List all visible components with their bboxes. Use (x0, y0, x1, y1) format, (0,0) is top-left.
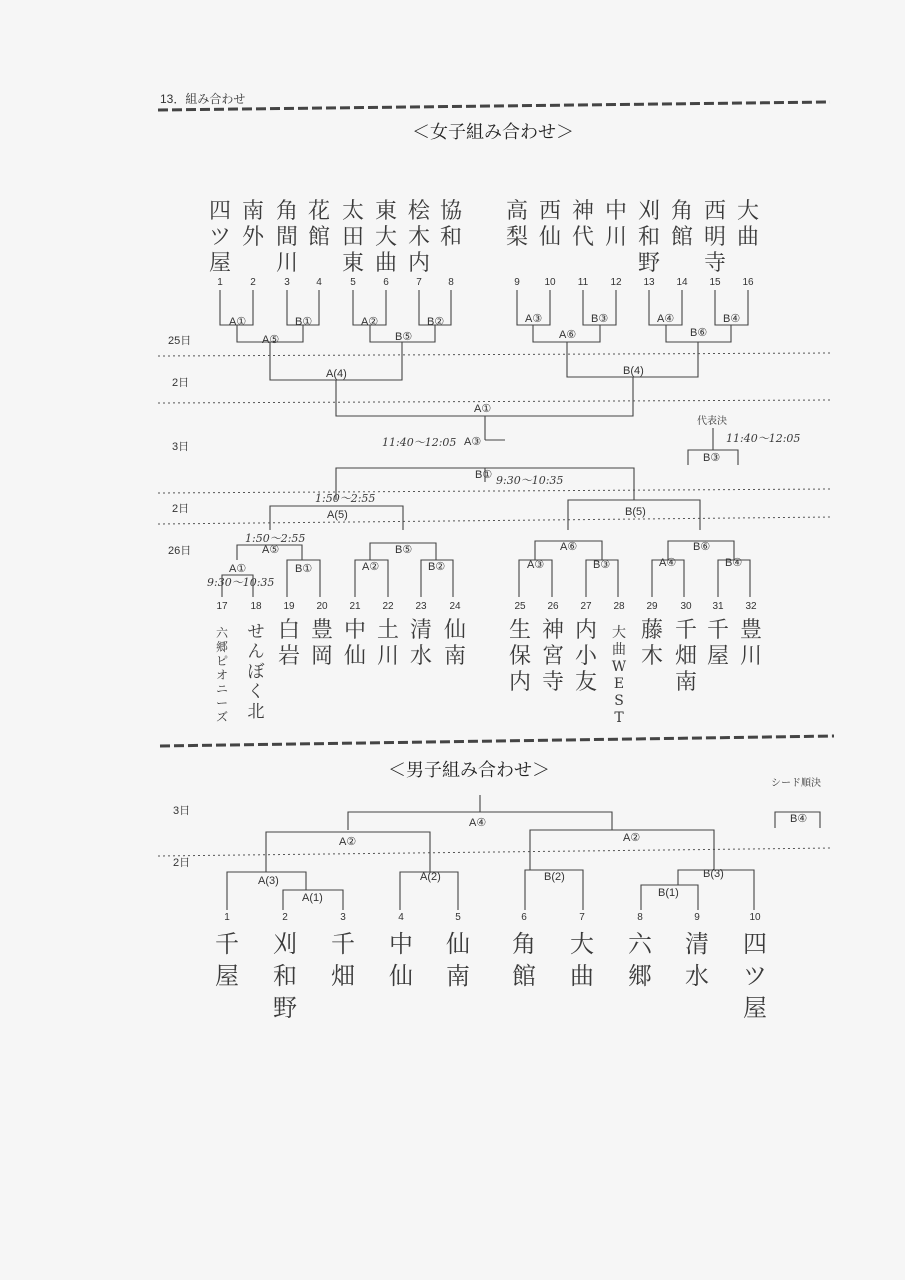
svg-text:B④: B④ (725, 557, 743, 569)
men-seed-8: 8 (637, 912, 643, 923)
women-bottom-seed-22: 22 (382, 601, 394, 612)
svg-text:A③: A③ (464, 436, 482, 448)
svg-text:A⑥: A⑥ (559, 329, 577, 341)
women-bottom-team-25: 生保内 (508, 618, 532, 695)
svg-text:A(1): A(1) (302, 892, 323, 904)
svg-text:B(4): B(4) (623, 365, 644, 377)
svg-text:B(2): B(2) (544, 871, 565, 883)
women-top-seed-10: 10 (544, 277, 556, 288)
women-top-seed-7: 7 (416, 277, 422, 288)
svg-text:B⑤: B⑤ (395, 331, 413, 343)
svg-text:A(5): A(5) (327, 509, 348, 521)
women-bottom-seed-28: 28 (613, 601, 625, 612)
women-bottom-seed-27: 27 (580, 601, 592, 612)
svg-text:A①: A① (474, 403, 492, 415)
svg-text:A②: A② (362, 561, 380, 573)
women-top-team-6: 東大曲 (374, 199, 398, 276)
women-top-seed-6: 6 (383, 277, 389, 288)
men-team-1: 千屋 (215, 930, 239, 990)
svg-text:A⑥: A⑥ (560, 541, 578, 553)
women-bottom-team-27: 内小友 (574, 618, 598, 695)
section-label: 13．組み合わせ (160, 92, 246, 106)
men-seed-3: 3 (340, 912, 346, 923)
svg-text:A②: A② (361, 316, 379, 328)
svg-text:3日: 3日 (173, 805, 191, 817)
svg-text:B②: B② (427, 316, 445, 328)
women-bottom-team-30: 千畑南 (674, 618, 698, 695)
men-team-10: 四ツ屋 (743, 930, 767, 1022)
women-top-seed-12: 12 (610, 277, 622, 288)
men-team-7: 大曲 (570, 930, 594, 990)
svg-text:A①: A① (229, 316, 247, 328)
svg-text:A(3): A(3) (258, 875, 279, 887)
women-top-seed-numbers (217, 277, 754, 288)
women-bottom-seed-30: 30 (680, 601, 692, 612)
svg-text:B⑥: B⑥ (690, 327, 708, 339)
women-top-seed-4: 4 (316, 277, 322, 288)
men-seed-4: 4 (398, 912, 404, 923)
men-team-2: 刈和野 (273, 930, 297, 1022)
svg-text:B(5): B(5) (625, 506, 646, 518)
section-divider (160, 736, 834, 746)
women-bottom-team-26: 神宮寺 (541, 618, 565, 695)
men-title: ＜男子組み合わせ＞ (388, 760, 550, 781)
svg-text:A④: A④ (469, 817, 487, 829)
women-bottom-seed-19: 19 (283, 601, 295, 612)
women-bottom-seed-32: 32 (745, 601, 757, 612)
svg-text:A(2): A(2) (420, 871, 441, 883)
men-team-9: 清水 (685, 930, 709, 990)
women-top-team-2: 南外 (241, 199, 265, 250)
women-bottom-team-31: 千屋 (706, 618, 730, 669)
women-top-team-3: 角間川 (275, 199, 299, 276)
women-bottom-team-24: 仙南 (443, 618, 467, 669)
women-top-seed-11: 11 (577, 277, 589, 288)
svg-text:B①: B① (475, 469, 493, 481)
svg-text:3日: 3日 (172, 441, 190, 453)
men-team-5: 仙南 (446, 930, 470, 990)
women-bottom-team-32: 豊川 (739, 618, 763, 669)
svg-text:B③: B③ (593, 559, 611, 571)
svg-text:A④: A④ (657, 313, 675, 325)
women-top-team-names (209, 199, 759, 276)
women-bottom-team-22: 土川 (376, 618, 400, 669)
men-team-names (215, 930, 767, 1022)
women-bottom-team-21: 中仙 (343, 618, 367, 669)
svg-text:1:50〜2:55: 1:50〜2:55 (315, 492, 376, 505)
svg-text:2日: 2日 (173, 857, 191, 869)
svg-text:A②: A② (339, 836, 357, 848)
svg-text:9:30〜10:35: 9:30〜10:35 (496, 474, 564, 487)
svg-text:B①: B① (295, 563, 313, 575)
men-seed-2: 2 (282, 912, 288, 923)
women-bottom-seed-18: 18 (250, 601, 262, 612)
women-top-team-14: 角館 (670, 199, 694, 250)
men-day-divider (158, 848, 832, 856)
women-bottom-seed-24: 24 (449, 601, 461, 612)
women-top-seed-8: 8 (448, 277, 454, 288)
svg-text:A(4): A(4) (326, 368, 347, 380)
women-bottom-seed-26: 26 (547, 601, 559, 612)
women-title: ＜女子組み合わせ＞ (412, 122, 574, 143)
women-bottom-seed-31: 31 (712, 601, 724, 612)
women-bottom-team-29: 藤木 (640, 618, 664, 669)
women-top-team-10: 西仙 (538, 199, 562, 250)
women-bottom-team-18: せんぼく北 (247, 622, 265, 722)
svg-text:B⑥: B⑥ (693, 541, 711, 553)
svg-text:2日: 2日 (172, 503, 190, 515)
women-top-team-15: 西明寺 (703, 199, 727, 276)
seed-label: シード順決 (771, 778, 821, 789)
women-top-team-7: 桧木内 (407, 199, 431, 276)
svg-text:25日: 25日 (168, 335, 192, 347)
svg-text:A①: A① (229, 563, 247, 575)
svg-text:B①: B① (295, 316, 313, 328)
header-rule (158, 102, 830, 110)
svg-text:A⑤: A⑤ (262, 334, 280, 346)
svg-text:A⑤: A⑤ (262, 544, 280, 556)
men-team-6: 角館 (512, 930, 536, 990)
women-top-seed-3: 3 (284, 277, 290, 288)
svg-text:B(3): B(3) (703, 868, 724, 880)
women-top-team-11: 神代 (571, 199, 595, 250)
women-bottom-seed-29: 29 (646, 601, 658, 612)
men-seed-5: 5 (455, 912, 461, 923)
women-top-team-9: 高梨 (505, 199, 529, 250)
men-team-4: 中仙 (389, 930, 413, 990)
women-top-seed-13: 13 (643, 277, 655, 288)
women-bottom-team-names (216, 618, 762, 726)
women-top-team-8: 協和 (439, 199, 463, 250)
women-top-match-labels (229, 313, 740, 481)
women-top-team-12: 中川 (604, 199, 628, 250)
svg-text:1:50〜2:55: 1:50〜2:55 (245, 532, 306, 545)
women-top-team-1: 四ツ屋 (208, 199, 232, 276)
svg-text:B③: B③ (703, 452, 721, 464)
men-seed-9: 9 (694, 912, 700, 923)
svg-text:B(1): B(1) (658, 887, 679, 899)
women-bottom-team-19: 白岩 (277, 618, 301, 669)
women-bottom-seed-20: 20 (316, 601, 328, 612)
women-top-team-13: 刈和野 (637, 199, 661, 276)
women-bottom-team-28: 大曲 W E S T (611, 625, 627, 726)
women-bottom-match-labels (229, 506, 742, 575)
svg-text:B⑤: B⑤ (395, 544, 413, 556)
men-team-3: 千畑 (331, 930, 355, 990)
men-team-8: 六郷 (628, 930, 652, 990)
svg-text:A③: A③ (527, 559, 545, 571)
women-bottom-seed-21: 21 (349, 601, 361, 612)
women-bottom-seed-23: 23 (415, 601, 427, 612)
women-bottom-team-17: 六郷ピオニーズ (215, 626, 229, 724)
women-top-team-16: 大曲 (736, 199, 760, 250)
svg-text:A④: A④ (659, 557, 677, 569)
svg-text:26日: 26日 (168, 545, 192, 557)
women-top-seed-1: 1 (217, 277, 223, 288)
women-bottom-seed-numbers (216, 601, 757, 612)
women-bottom-team-20: 豊岡 (310, 618, 334, 669)
men-seed-6: 6 (521, 912, 527, 923)
svg-text:B②: B② (428, 561, 446, 573)
women-top-seed-9: 9 (514, 277, 520, 288)
svg-text:11:40〜12:05: 11:40〜12:05 (382, 436, 457, 449)
men-day-labels (173, 804, 190, 869)
svg-text:11:40〜12:05: 11:40〜12:05 (726, 432, 801, 445)
svg-text:9:30〜10:35: 9:30〜10:35 (207, 576, 275, 589)
women-bottom-seed-17: 17 (216, 601, 228, 612)
svg-text:A③: A③ (525, 313, 543, 325)
women-top-seed-5: 5 (350, 277, 356, 288)
men-seed-7: 7 (579, 912, 585, 923)
women-top-seed-2: 2 (250, 277, 256, 288)
women-top-team-4: 花館 (307, 199, 331, 250)
women-bottom-seed-25: 25 (514, 601, 526, 612)
men-seed-numbers (224, 912, 761, 923)
svg-text:B③: B③ (591, 313, 609, 325)
men-seed-10: 10 (749, 912, 761, 923)
women-top-team-5: 太田東 (341, 199, 365, 276)
women-top-seed-15: 15 (709, 277, 721, 288)
women-top-seed-16: 16 (742, 277, 754, 288)
seed-match: B④ (790, 813, 808, 825)
women-top-seed-14: 14 (676, 277, 688, 288)
svg-text:2日: 2日 (172, 377, 190, 389)
men-seed-1: 1 (224, 912, 230, 923)
women-bottom-team-23: 清水 (409, 618, 433, 669)
svg-text:代表決: 代表決 (697, 416, 727, 427)
svg-text:B④: B④ (723, 313, 741, 325)
svg-text:A②: A② (623, 832, 641, 844)
